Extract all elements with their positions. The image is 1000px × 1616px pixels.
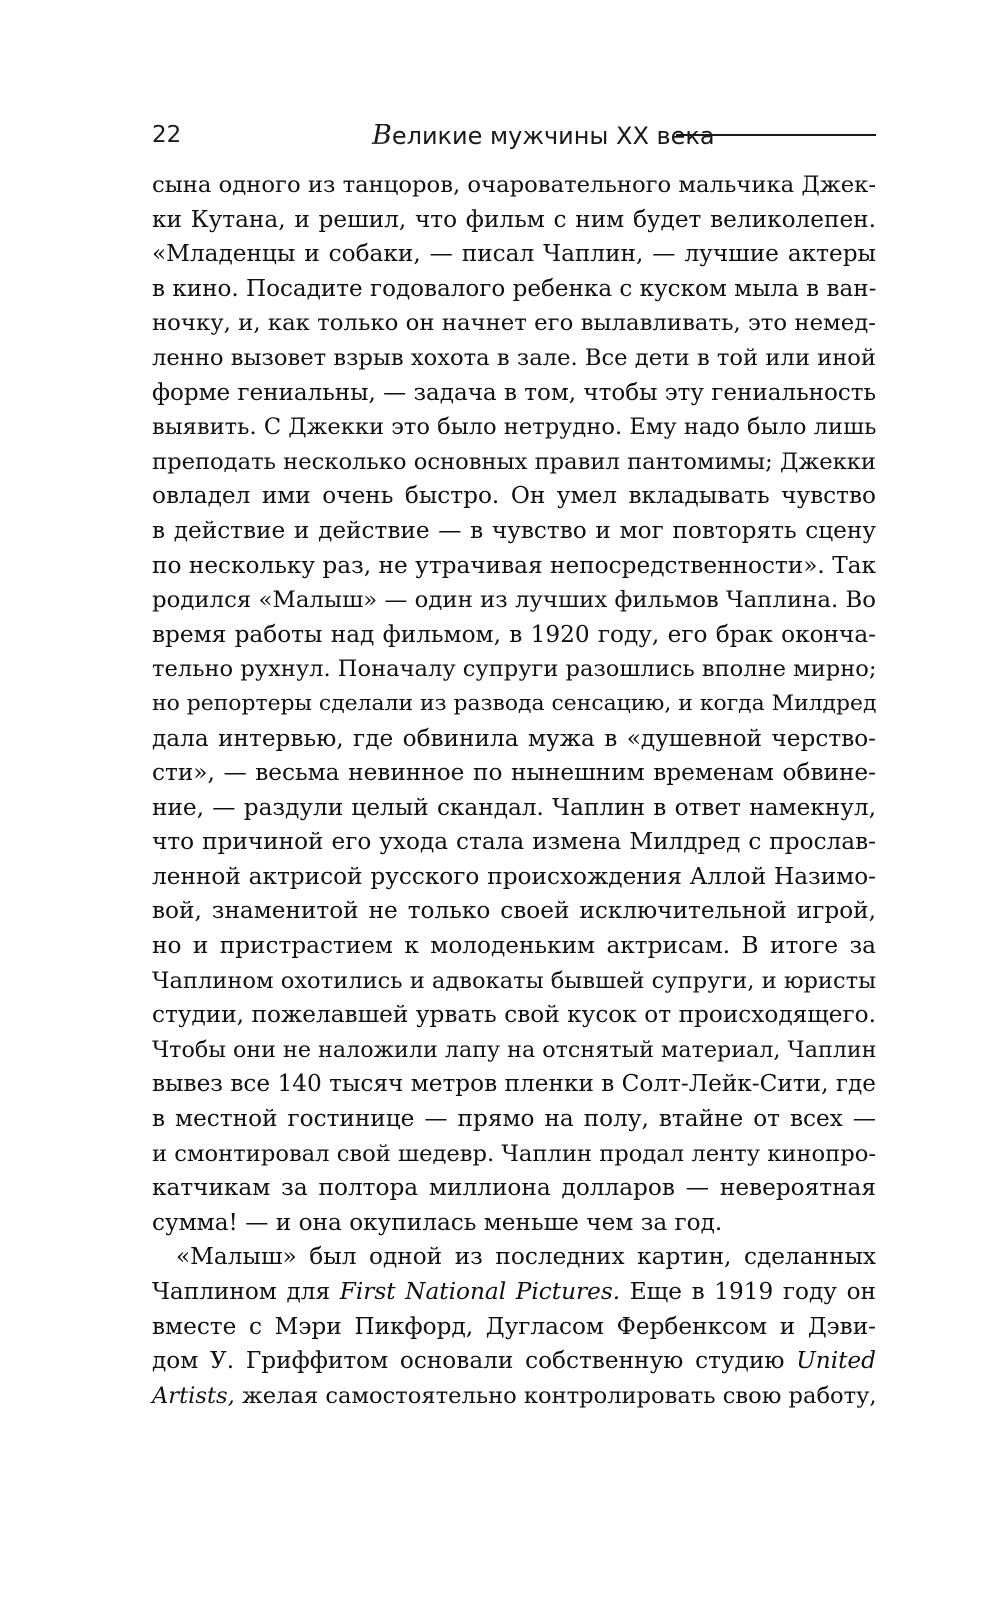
text-line: вой, знаменитой не только своей исключительной игрой,: [152, 897, 876, 925]
text-line: сумма! — и она окупилась меньше чем за год.: [152, 1208, 723, 1236]
text-line: Чаплином охотились и адвокаты бывшей супруги, и юристы: [152, 967, 877, 994]
italic-title: Artists,: [152, 1382, 235, 1409]
text-line: ночку, и, как только он начнет его вылавливать, это немед-: [152, 310, 876, 337]
paragraph-2: [152, 1240, 876, 1413]
text-line: вывез все 140 тысяч метров пленки в Солт-Лейк-Сити, где: [152, 1070, 876, 1098]
italic-title: First National Pictures.: [339, 1278, 621, 1305]
text-line: тельно рухнул. Поначалу супруги разошлись вполне мирно;: [152, 656, 877, 683]
text-line: катчикам за полтора миллиона долларов — невероятная: [152, 1174, 876, 1202]
text-line: форме гениальны, — задача в том, чтобы эту гениальность: [152, 379, 876, 406]
text-span: дом У. Гриффитом основали собственную студию: [152, 1347, 797, 1375]
text-line: [152, 1344, 876, 1379]
text-line: сына одного из танцоров, очаровательного мальчика Джек-: [152, 172, 876, 198]
text-line: [152, 1379, 876, 1414]
text-line: выявить. С Джекки это было нетрудно. Ему надо было лишь: [152, 414, 877, 441]
text-line: родился «Малыш» — один из лучших фильмов Чаплина. Во: [152, 587, 876, 614]
text-span: Еще в 1919 году он: [620, 1278, 876, 1305]
body-text: [152, 168, 876, 1413]
italic-title: United: [796, 1347, 876, 1375]
text-line: «Младенцы и собаки, — писал Чаплин, — лучшие актеры: [152, 240, 876, 268]
running-title: [372, 120, 715, 151]
paragraph-1: [152, 168, 876, 1240]
text-line: Чтобы они не наложили лапу на отснятый материал, Чаплин: [152, 1036, 877, 1063]
text-line: что причиной его ухода стала измена Милдред с прослав-: [152, 828, 876, 856]
text-line: студии, пожелавшей урвать свой кусок от происходящего.: [152, 1001, 876, 1029]
running-title-initial: В: [372, 120, 392, 151]
text-line: сти», — весьма невинное по нынешним временам обвине-: [152, 759, 876, 787]
text-span: желая самостоятельно контролировать свою работу,: [234, 1382, 877, 1409]
text-line: по нескольку раз, не утрачивая непосредственности». Так: [152, 551, 876, 579]
text-line: преподать несколько основных правил пантомимы; Джекки: [152, 448, 876, 475]
text-line: в местной гостинице — прямо на полу, втайне от всех —: [152, 1105, 876, 1133]
text-line: ленной актрисой русского происхождения Аллой Назимо-: [152, 862, 876, 890]
text-line: но репортеры сделали из развода сенсацию, и когда Милдред: [152, 690, 877, 716]
text-line: [152, 1275, 876, 1310]
text-line: дала интервью, где обвинила мужа в «душевной черство-: [152, 724, 876, 752]
text-line: «Малыш» был одной из последних картин, сделанных: [176, 1243, 876, 1271]
text-line: ленно вызовет взрыв хохота в зале. Все дети в той или иной: [152, 344, 876, 371]
text-span: Чаплином для: [152, 1278, 340, 1305]
text-line: в действие и действие — в чувство и мог повторять сцену: [152, 516, 876, 544]
text-line: и смонтировал свой шедевр. Чаплин продал ленту кинопро-: [152, 1140, 876, 1167]
running-title-rest: еликие мужчины XX века: [391, 122, 715, 150]
header-rule: [676, 134, 876, 136]
text-line: овладел ими очень быстро. Он умел вкладывать чувство: [152, 482, 876, 510]
text-line: ние, — раздули целый скандал. Чаплин в ответ намекнул,: [152, 793, 876, 821]
page-number: 22: [152, 122, 182, 148]
text-line: в кино. Посадите годовалого ребенка с куском мыла в ван-: [152, 275, 877, 302]
text-line: вместе с Мэри Пикфорд, Дугласом Фербенксом и Дэви-: [152, 1312, 876, 1340]
text-line: время работы над фильмом, в 1920 году, его брак оконча-: [152, 620, 876, 648]
text-line: но и пристрастием к молоденьким актрисам. В итоге за: [152, 932, 876, 960]
text-line: ки Кутана, и решил, что фильм с ним будет великолепен.: [152, 205, 876, 233]
page-header: [152, 118, 876, 158]
